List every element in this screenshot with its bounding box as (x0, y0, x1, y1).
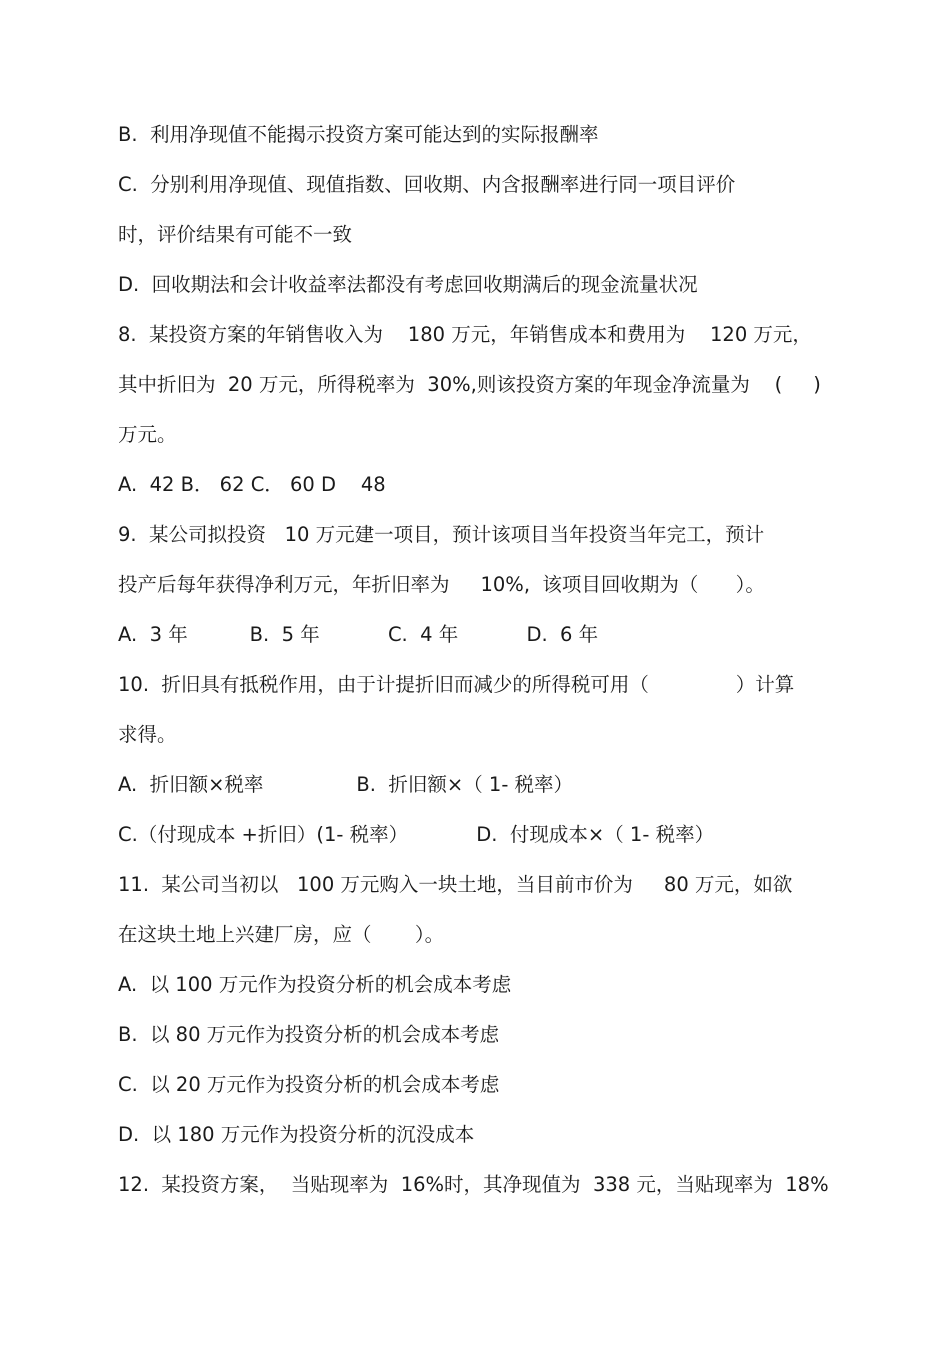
question-10-cont: 求得。 (118, 723, 177, 746)
options-9: A. 3 年 B. 5 年 C. 4 年 D. 6 年 (118, 623, 599, 646)
question-11: 11. 某公司当初以 100 万元购入一块土地，当目前市价为 80 万元，如欲 (118, 873, 793, 896)
question-10: 10. 折旧具有抵税作用，由于计提折旧而减少的所得税可用（ ）计算 (118, 673, 795, 696)
option-11c: C. 以 20 万元作为投资分析的机会成本考虑 (118, 1073, 500, 1096)
option-7b: B. 利用净现值不能揭示投资方案可能达到的实际报酬率 (118, 123, 599, 146)
options-10-ab: A. 折旧额×税率 B. 折旧额×（ 1- 税率） (118, 773, 574, 796)
option-7d: D. 回收期法和会计收益率法都没有考虑回收期满后的现金流量状况 (118, 273, 698, 296)
option-11a: A. 以 100 万元作为投资分析的机会成本考虑 (118, 973, 512, 996)
option-11d: D. 以 180 万元作为投资分析的沉没成本 (118, 1123, 475, 1146)
options-10-cd: C.（付现成本 +折旧）(1- 税率） D. 付现成本×（ 1- 税率） (118, 823, 715, 846)
option-11b: B. 以 80 万元作为投资分析的机会成本考虑 (118, 1023, 500, 1046)
question-11-cont: 在这块土地上兴建厂房，应（ ）。 (118, 923, 445, 946)
question-8: 8. 某投资方案的年销售收入为 180 万元，年销售成本和费用为 120 万元， (118, 323, 812, 346)
question-8-cont: 其中折旧为 20 万元，所得税率为 30%,则该投资方案的年现金净流量为 ( ) (118, 373, 821, 396)
options-8: A. 42 B． 62 C． 60 D 48 (118, 473, 386, 496)
question-9: 9. 某公司拟投资 10 万元建一项目，预计该项目当年投资当年完工，预计 (118, 523, 765, 546)
option-7c: C. 分别利用净现值、现值指数、回收期、内含报酬率进行同一项目评价 (118, 173, 736, 196)
question-8-cont2: 万元。 (118, 423, 177, 446)
question-9-cont: 投产后每年获得净利万元，年折旧率为 10%, 该项目回收期为（ ）。 (118, 573, 765, 596)
question-12: 12. 某投资方案， 当贴现率为 16%时，其净现值为 338 元，当贴现率为 18% (118, 1173, 829, 1196)
option-7c-cont: 时，评价结果有可能不一致 (118, 223, 353, 246)
